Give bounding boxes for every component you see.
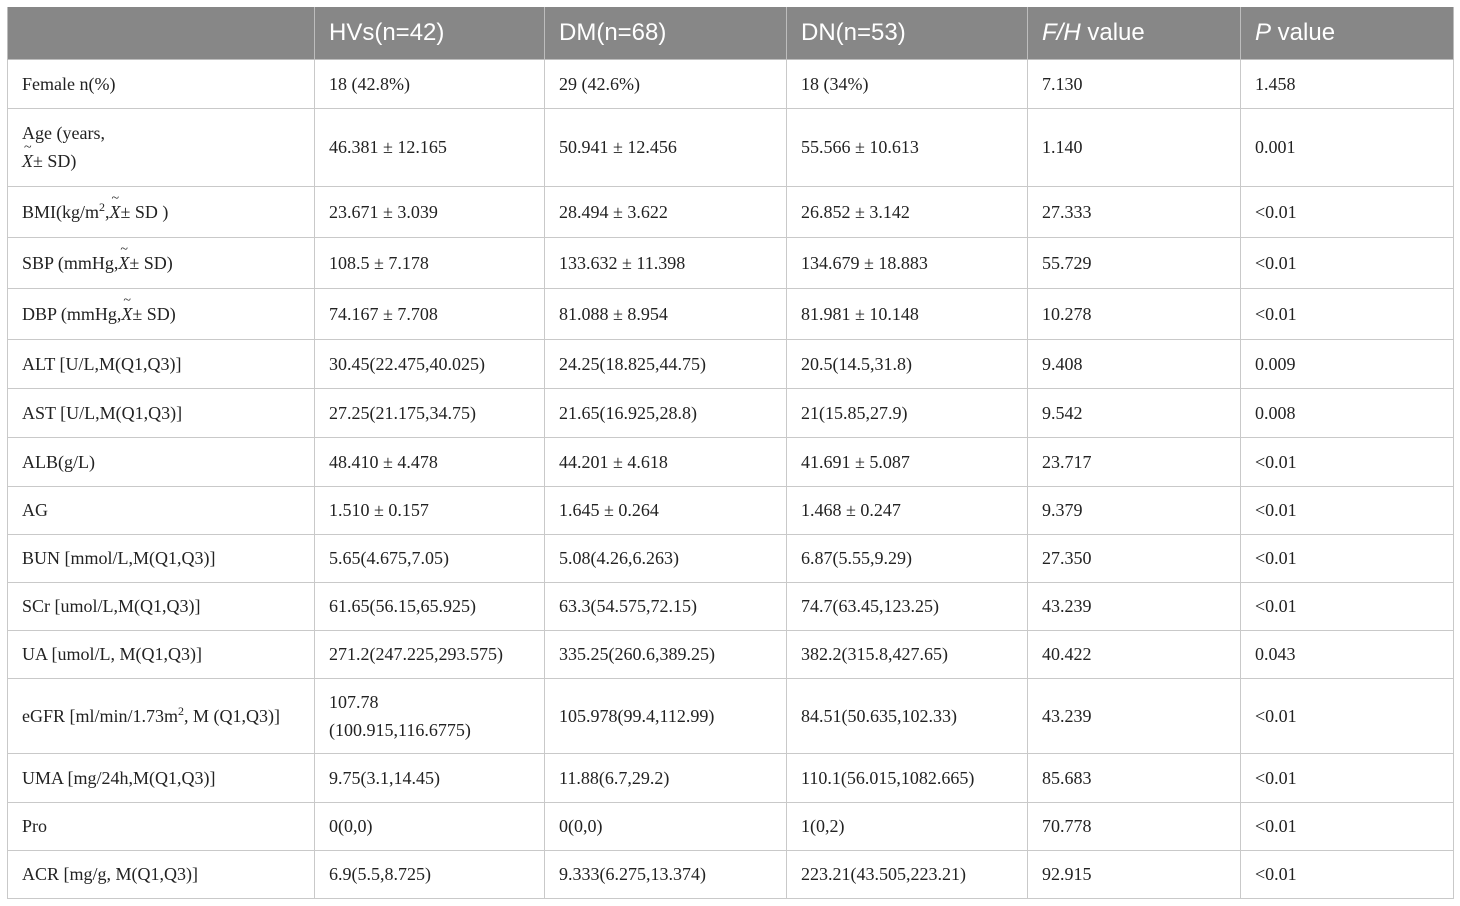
table-row-sbp (8, 237, 1454, 288)
cell-fh: 10.278 (1028, 288, 1241, 339)
cell-fh: 55.729 (1028, 237, 1241, 288)
cell-hvs (315, 678, 545, 753)
row-label (8, 186, 315, 237)
cell-dm: 335.25(260.6,389.25) (545, 630, 787, 678)
cell-p: <0.01 (1241, 678, 1454, 753)
cell-dm: 1.645 ± 0.264 (545, 486, 787, 534)
cell-dm: 44.201 ± 4.618 (545, 437, 787, 486)
table-row-dbp (8, 288, 1454, 339)
cell-hvs: 0(0,0) (315, 802, 545, 850)
header-p-italic: P (1255, 18, 1272, 46)
cell-p: 1.458 (1241, 59, 1454, 108)
cell-p: <0.01 (1241, 437, 1454, 486)
table-row-egfr (8, 678, 1454, 753)
row-label: AG (8, 486, 315, 534)
x-tilde-symbol: ~ X (118, 249, 129, 277)
cell-fh: 43.239 (1028, 582, 1241, 630)
header-row (8, 7, 1454, 59)
cell-dn: 1.468 ± 0.247 (787, 486, 1028, 534)
cell-hvs: 5.65(4.675,7.05) (315, 534, 545, 582)
row-label-part: ± SD) (33, 151, 77, 171)
table-row-ast (8, 388, 1454, 437)
row-label (8, 288, 315, 339)
table-body (8, 59, 1454, 898)
cell-p: 0.043 (1241, 630, 1454, 678)
superscript: 2 (178, 703, 185, 718)
cell-fh: 23.717 (1028, 437, 1241, 486)
cell-dn: 74.7(63.45,123.25) (787, 582, 1028, 630)
row-label-part: ± SD) (129, 252, 173, 273)
cell-p: <0.01 (1241, 850, 1454, 898)
row-label: ACR [mg/g, M(Q1,Q3)] (8, 850, 315, 898)
cell-hvs: 18 (42.8%) (315, 59, 545, 108)
row-label: AST [U/L,M(Q1,Q3)] (8, 388, 315, 437)
cell-fh: 40.422 (1028, 630, 1241, 678)
row-label-part: eGFR [ml/min/1.73m (22, 705, 179, 726)
row-label: UMA [mg/24h,M(Q1,Q3)] (8, 753, 315, 802)
row-label-part: BMI(kg/m (22, 201, 100, 222)
cell-dn: 6.87(5.55,9.29) (787, 534, 1028, 582)
cell-p: <0.01 (1241, 486, 1454, 534)
cell-hvs: 74.167 ± 7.708 (315, 288, 545, 339)
cell-dn: 55.566 ± 10.613 (787, 108, 1028, 186)
cell-p: <0.01 (1241, 534, 1454, 582)
cell-dn: 110.1(56.015,1082.665) (787, 753, 1028, 802)
row-label (8, 108, 315, 186)
cell-fh: 92.915 (1028, 850, 1241, 898)
cell-dn: 41.691 ± 5.087 (787, 437, 1028, 486)
cell-fh: 27.350 (1028, 534, 1241, 582)
table-row-female (8, 59, 1454, 108)
row-label: ALB(g/L) (8, 437, 315, 486)
x-tilde-symbol: ~ X (110, 198, 121, 226)
superscript: 2 (99, 199, 106, 214)
cell-hvs: 1.510 ± 0.157 (315, 486, 545, 534)
cell-dm: 50.941 ± 12.456 (545, 108, 787, 186)
cell-p: 0.009 (1241, 339, 1454, 388)
header-cell-hvs: HVs(n=42) (315, 7, 545, 59)
cell-hvs: 46.381 ± 12.165 (315, 108, 545, 186)
cell-dn: 1(0,2) (787, 802, 1028, 850)
row-label-part: , M (Q1,Q3)] (184, 705, 281, 726)
cell-fh: 43.239 (1028, 678, 1241, 753)
cell-hvs: 27.25(21.175,34.75) (315, 388, 545, 437)
cell-fh: 9.379 (1028, 486, 1241, 534)
cell-dm: 9.333(6.275,13.374) (545, 850, 787, 898)
header-cell-dn: DN(n=53) (787, 7, 1028, 59)
cell-hvs: 9.75(3.1,14.45) (315, 753, 545, 802)
cell-dm: 11.88(6.7,29.2) (545, 753, 787, 802)
header-cell-variable (8, 7, 315, 59)
table-row-acr (8, 850, 1454, 898)
cell-dn: 134.679 ± 18.883 (787, 237, 1028, 288)
cell-hvs: 23.671 ± 3.039 (315, 186, 545, 237)
row-label: Pro (8, 802, 315, 850)
cell-dm: 105.978(99.4,112.99) (545, 678, 787, 753)
cell-dm: 29 (42.6%) (545, 59, 787, 108)
cell-dm: 28.494 ± 3.622 (545, 186, 787, 237)
row-label: UA [umol/L, M(Q1,Q3)] (8, 630, 315, 678)
row-label (8, 678, 315, 753)
cell-dm: 24.25(18.825,44.75) (545, 339, 787, 388)
row-label-part: ± SD) (132, 303, 176, 324)
cell-dm: 63.3(54.575,72.15) (545, 582, 787, 630)
cell-dm: 21.65(16.925,28.8) (545, 388, 787, 437)
cell-dn: 382.2(315.8,427.65) (787, 630, 1028, 678)
x-tilde-symbol: ~ X (22, 147, 33, 175)
cell-hvs: 271.2(247.225,293.575) (315, 630, 545, 678)
cell-fh: 9.542 (1028, 388, 1241, 437)
cell-fh: 7.130 (1028, 59, 1241, 108)
cell-hvs: 6.9(5.5,8.725) (315, 850, 545, 898)
cell-dn: 18 (34%) (787, 59, 1028, 108)
header-cell-p-value (1241, 7, 1454, 59)
cell-fh: 27.333 (1028, 186, 1241, 237)
cell-hvs: 30.45(22.475,40.025) (315, 339, 545, 388)
cell-dn: 84.51(50.635,102.33) (787, 678, 1028, 753)
cell-hvs: 48.410 ± 4.478 (315, 437, 545, 486)
cell-fh: 85.683 (1028, 753, 1241, 802)
cell-p: 0.008 (1241, 388, 1454, 437)
header-fh-italic: F/H (1042, 18, 1081, 46)
row-label-part: , (105, 201, 110, 222)
cell-dm: 0(0,0) (545, 802, 787, 850)
table-row-alt (8, 339, 1454, 388)
table-row-scr (8, 582, 1454, 630)
table-header (8, 7, 1454, 59)
table-row-ua (8, 630, 1454, 678)
row-label-part: SBP (mmHg, (22, 252, 119, 273)
clinical-characteristics-table-container (7, 7, 1453, 899)
cell-fh: 70.778 (1028, 802, 1241, 850)
cell-dn: 20.5(14.5,31.8) (787, 339, 1028, 388)
cell-p: <0.01 (1241, 753, 1454, 802)
cell-p: <0.01 (1241, 288, 1454, 339)
header-cell-fh-value (1028, 7, 1241, 59)
cell-dm: 133.632 ± 11.398 (545, 237, 787, 288)
clinical-characteristics-table (7, 7, 1454, 899)
row-label (8, 237, 315, 288)
header-fh-rest: value (1080, 18, 1145, 46)
table-row-bun (8, 534, 1454, 582)
header-cell-dm: DM(n=68) (545, 7, 787, 59)
cell-p: <0.01 (1241, 802, 1454, 850)
cell-dn: 81.981 ± 10.148 (787, 288, 1028, 339)
row-label: ALT [U/L,M(Q1,Q3)] (8, 339, 315, 388)
table-row-age (8, 108, 1454, 186)
cell-hvs-line: (100.915,116.6775) (329, 719, 471, 740)
cell-fh: 9.408 (1028, 339, 1241, 388)
header-p-rest: value (1271, 18, 1336, 46)
cell-p: <0.01 (1241, 582, 1454, 630)
cell-p: <0.01 (1241, 237, 1454, 288)
table-row-alb (8, 437, 1454, 486)
cell-p: <0.01 (1241, 186, 1454, 237)
cell-fh: 1.140 (1028, 108, 1241, 186)
table-row-uma (8, 753, 1454, 802)
cell-p: 0.001 (1241, 108, 1454, 186)
cell-dm: 81.088 ± 8.954 (545, 288, 787, 339)
row-label: SCr [umol/L,M(Q1,Q3)] (8, 582, 315, 630)
row-label: Female n(%) (8, 59, 315, 108)
x-tilde-symbol: ~ X (121, 300, 132, 328)
cell-hvs: 61.65(56.15,65.925) (315, 582, 545, 630)
table-row-bmi (8, 186, 1454, 237)
row-label-part: Age (years, (22, 123, 105, 143)
cell-dn: 223.21(43.505,223.21) (787, 850, 1028, 898)
cell-dn: 26.852 ± 3.142 (787, 186, 1028, 237)
cell-hvs-line: 107.78 (329, 691, 379, 712)
table-row-ag (8, 486, 1454, 534)
cell-dm: 5.08(4.26,6.263) (545, 534, 787, 582)
table-row-pro (8, 802, 1454, 850)
cell-hvs: 108.5 ± 7.178 (315, 237, 545, 288)
row-label-part: DBP (mmHg, (22, 303, 122, 324)
cell-dn: 21(15.85,27.9) (787, 388, 1028, 437)
row-label: BUN [mmol/L,M(Q1,Q3)] (8, 534, 315, 582)
row-label-part: ± SD ) (120, 201, 169, 222)
